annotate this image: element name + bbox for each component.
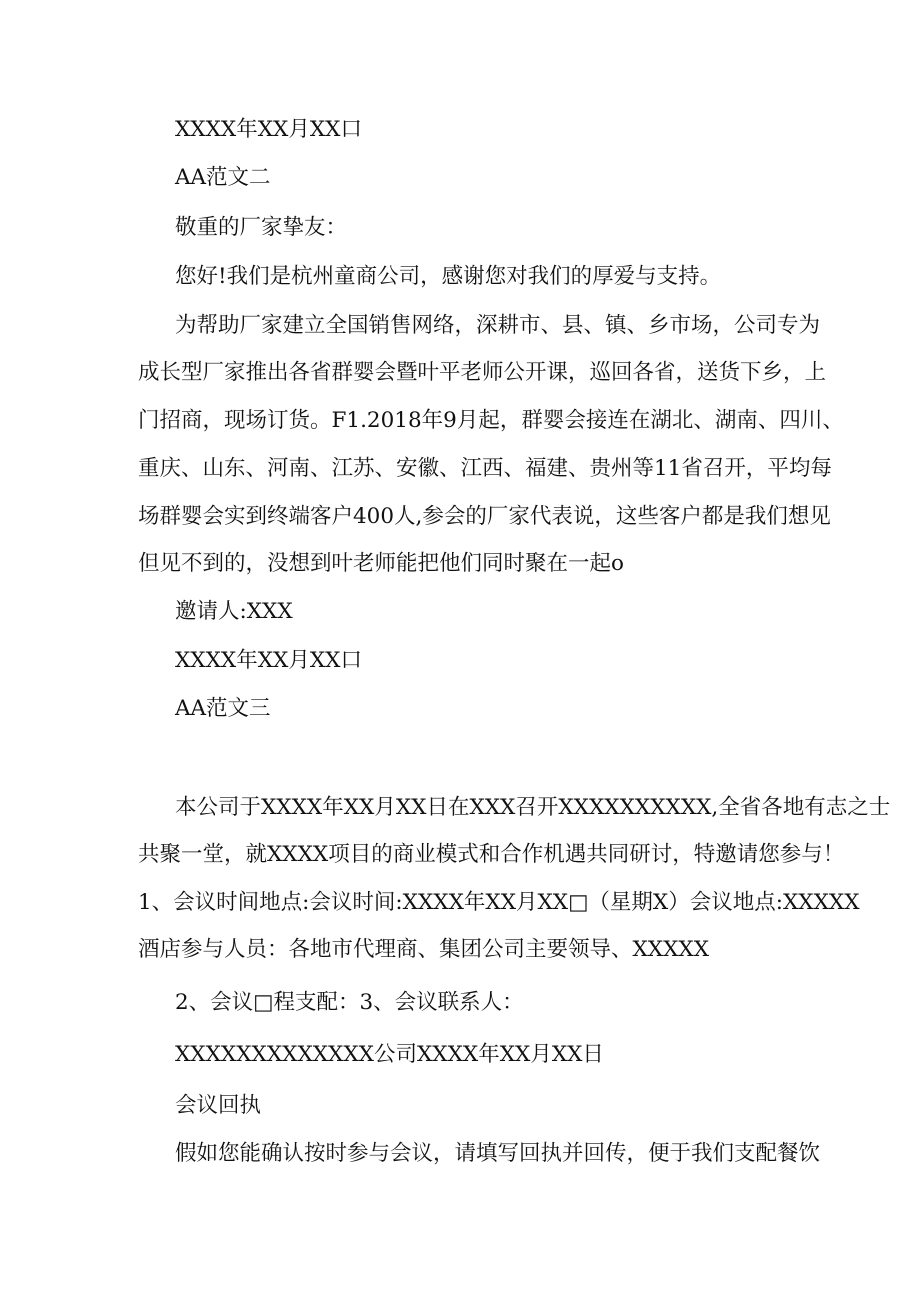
paragraph-line: 重庆、山东、河南、江苏、安徽、江西、福建、贵州等11省召开，平均每 [138,456,832,481]
meeting-line: 共聚一堂，就XXXX项目的商业模式和合作机遇共同研讨，特邀请您参与！ [138,842,845,867]
date-line: XXXX年XX月XX口 [175,648,362,673]
meeting-line: 本公司于XXXX年XX月XX日在XXX召开XXXXXXXXXX,全省各地有志之士 [175,795,891,820]
meeting-line: 1、会议时间地点:会议时间:XXXX年XX月XX□（星期X）会议地点:XXXXX [138,890,860,915]
salutation: 敬重的厂家挚友： [175,215,348,240]
receipt-text: 假如您能确认按时参与会议，请填写回执并回传，便于我们支配餐饮 [175,1141,821,1166]
agenda-line: 2、会议□程支配：3、会议联系人： [175,990,524,1015]
inviter: 邀请人:XXX [175,599,293,624]
paragraph-line: 为帮助厂家建立全国销售网络，深耕市、县、镇、乡市场，公司专为 [175,313,821,338]
paragraph-line: 门招商，现场订货。F1.2018年9月起，群婴会接连在湖北、湖南、四川、 [138,408,844,433]
paragraph-line: 但见不到的，没想到叶老师能把他们同时聚在一起o [138,551,624,576]
receipt-title: 会议回执 [175,1093,262,1118]
date-line: XXXX年XX月XX口 [175,117,362,142]
company-date: XXXXXXXXXXXXX公司XXXX年XX月XX日 [175,1042,604,1067]
paragraph-line: 成长型厂家推出各省群婴会暨叶平老师公开课，巡回各省，送货下乡，上 [138,360,827,385]
greeting: 您好!我们是杭州童商公司，感谢您对我们的厚爱与支持。 [175,264,722,289]
section-heading: AA范文二 [175,165,271,190]
meeting-line: 酒店参与人员：各地市代理商、集团公司主要领导、XXXXX [138,937,710,962]
section-heading: AA范文三 [175,696,271,721]
paragraph-line: 场群婴会实到终端客户400人,参会的厂家代表说，这些客户都是我们想见 [138,504,831,529]
